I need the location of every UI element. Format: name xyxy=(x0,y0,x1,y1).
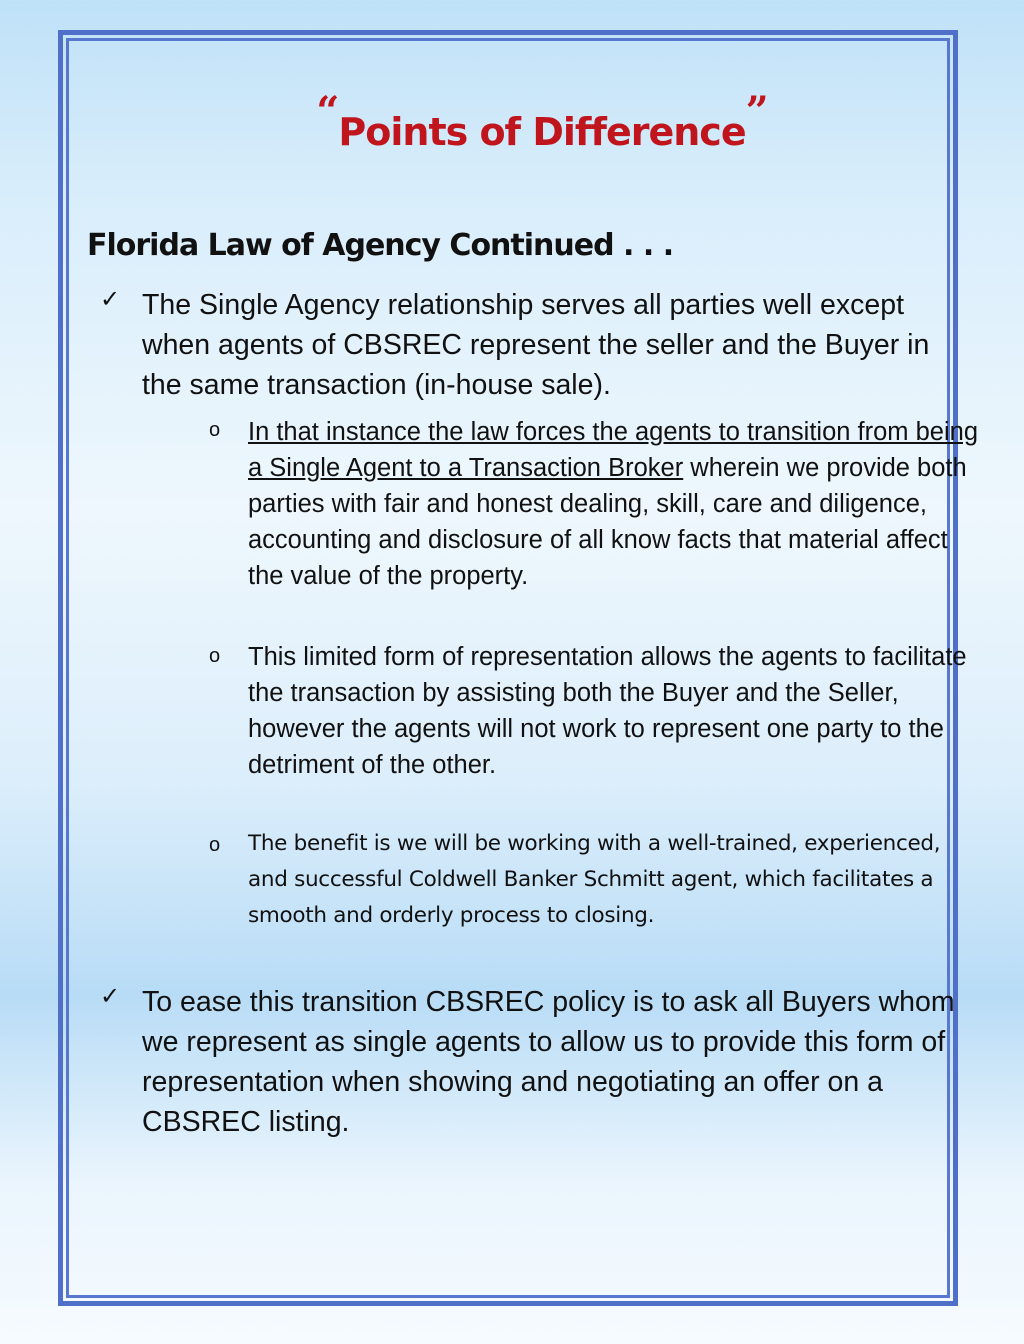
checkmark-icon: ✓ xyxy=(100,285,121,313)
sub-bullet-item xyxy=(248,414,978,594)
bullet-item: To ease this transition CBSREC policy is to ask all Buyers whom we represent as single agents to allow us to provide this form of representation when showing and negotiating an offer on a CBSREC listing. xyxy=(142,986,955,1138)
sub-bullet-text: wherein we provide both parties with fair and honest dealing, skill, care and diligence, accounting and disclosure of all know facts that material affect the value of the property. xyxy=(248,454,967,590)
sub-bullet-item: The benefit is we will be working with a well-trained, experienced, and successful Coldwell Banker Schmitt agent, which facilitates a smooth and orderly process to closing. xyxy=(248,831,941,928)
title-text: Points of Difference xyxy=(338,110,746,154)
section-heading: Florida Law of Agency Continued . . . xyxy=(87,228,674,263)
sub-bullet-marker: o xyxy=(209,834,221,856)
bullet-item: The Single Agency relationship serves all parties well except when agents of CBSREC represent the seller and the Buyer in the same transaction (in-house sale). xyxy=(142,289,930,401)
title-close-quote: ” xyxy=(745,88,768,135)
sub-bullet-marker: o xyxy=(209,645,221,667)
underlined-phrase: In that instance the law forces the agents to transition from being a Single Agent to a Transaction Broker xyxy=(248,418,978,482)
title-open-quote: “ xyxy=(316,88,339,135)
slide-title xyxy=(0,88,1024,155)
sub-bullet-marker: o xyxy=(209,419,221,441)
sub-bullet-item: This limited form of representation allows the agents to facilitate the transaction by assisting both the Buyer and the Seller, however the agents will not work to represent one party to the detriment of the other. xyxy=(248,643,967,779)
checkmark-icon: ✓ xyxy=(100,982,121,1010)
